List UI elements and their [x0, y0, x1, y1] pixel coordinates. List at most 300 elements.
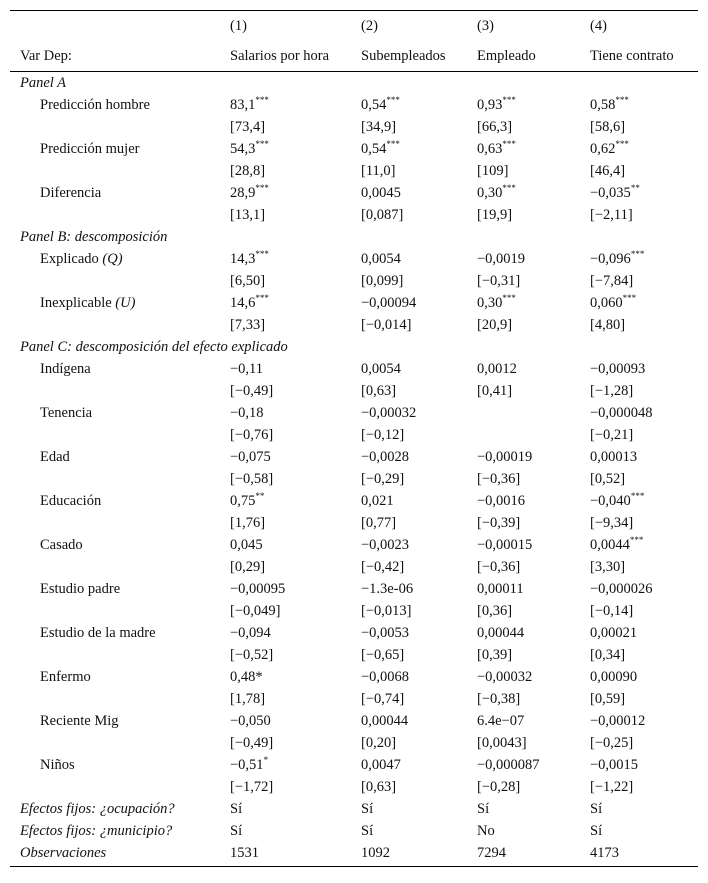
coef-cell: [590, 446, 698, 468]
coef-cell: [230, 94, 361, 116]
coef-value: −0,094: [230, 625, 271, 641]
stat-value: [11,0]: [361, 163, 396, 179]
significance-stars: ***: [255, 293, 269, 303]
stat-value: [−0,65]: [361, 647, 405, 663]
coef-value: 0,62: [590, 141, 616, 157]
coef-cell: [477, 138, 590, 160]
coef-cell: [361, 754, 477, 776]
blank-cell: [10, 600, 230, 622]
coef-row: [10, 534, 698, 556]
col-number: (4): [590, 18, 607, 34]
footer-value: Sí: [230, 801, 243, 817]
footer-value: Sí: [590, 801, 603, 817]
stat-row: [10, 644, 698, 666]
coef-cell: [590, 710, 698, 732]
blank-cell: [10, 688, 230, 710]
coef-value: 0,00021: [590, 625, 638, 641]
coef-value: −0,00019: [477, 449, 533, 465]
stat-value: [−0,52]: [230, 647, 274, 663]
coef-cell: [477, 490, 590, 512]
stat-value: [−0,25]: [590, 735, 634, 751]
stat-value: [109]: [477, 163, 509, 179]
significance-stars: *: [263, 755, 269, 765]
row-label-text: Estudio padre: [40, 581, 121, 597]
stat-value: [−2,11]: [590, 207, 633, 223]
blank-cell: [10, 314, 230, 336]
coef-value: 6.4e−07: [477, 713, 525, 729]
coef-value: −0,11: [230, 361, 264, 377]
col-number: (3): [477, 18, 494, 34]
coef-cell: [477, 534, 590, 556]
significance-stars: ***: [630, 491, 645, 501]
coef-value: 0,63: [477, 141, 503, 157]
coef-value: −0,00032: [361, 405, 417, 421]
coef-value: −0,51: [230, 757, 264, 773]
coef-cell: [590, 94, 698, 116]
stat-value: [0,099]: [361, 273, 404, 289]
blank-cell: [10, 116, 230, 138]
stat-row: [10, 424, 698, 446]
stat-value: [477, 424, 590, 446]
coef-row: [10, 94, 698, 116]
footer-value: Sí: [590, 823, 603, 839]
footer-label: Efectos fijos: ¿ocupación?: [20, 801, 175, 817]
panel-title-row: [10, 336, 698, 358]
coef-value: 0,54: [361, 97, 387, 113]
col-number: (2): [361, 18, 378, 34]
stat-value: [0,59]: [590, 691, 626, 707]
coef-value: 0,0012: [477, 361, 517, 377]
coef-value: −1.3e-06: [361, 581, 414, 597]
coef-cell: [590, 622, 698, 644]
coef-cell: [230, 754, 361, 776]
coef-value: −0,0053: [361, 625, 410, 641]
coef-cell: [477, 94, 590, 116]
row-label: [10, 622, 230, 644]
stat-value: [−1,72]: [230, 779, 274, 795]
blank-cell: [10, 270, 230, 292]
stat-value: [0,52]: [590, 471, 626, 487]
coef-value: 14,6: [230, 295, 256, 311]
stat-value: [73,4]: [230, 119, 266, 135]
significance-stars: ***: [630, 249, 645, 259]
row-label-text: Predicción mujer: [40, 141, 140, 157]
coef-value: −0,0023: [361, 537, 410, 553]
coef-cell: [361, 578, 477, 600]
coef-value: 0,30: [477, 185, 503, 201]
column-number-row: [10, 11, 698, 41]
significance-stars: ***: [502, 183, 516, 193]
coef-value: −0,075: [230, 449, 271, 465]
coef-row: [10, 754, 698, 776]
coef-cell: [361, 138, 477, 160]
coef-cell: [230, 248, 361, 270]
footer-value: 1531: [230, 845, 259, 861]
col-number: (1): [230, 18, 247, 34]
coef-cell: [230, 534, 361, 556]
coef-cell: [590, 292, 698, 314]
stat-row: [10, 314, 698, 336]
blank-cell: [10, 556, 230, 578]
coef-row: [10, 666, 698, 688]
row-label-text: Enfermo: [40, 669, 91, 685]
coef-cell: [590, 666, 698, 688]
significance-stars: ***: [386, 139, 400, 149]
blank-cell: [10, 512, 230, 534]
coef-value: −0,0015: [590, 757, 639, 773]
coef-row: [10, 446, 698, 468]
stat-value: [28,8]: [230, 163, 266, 179]
coef-cell: [477, 358, 590, 380]
stat-value: [4,80]: [590, 317, 626, 333]
stat-value: [46,4]: [590, 163, 626, 179]
row-label-text: Diferencia: [40, 185, 102, 201]
stat-row: [10, 512, 698, 534]
coef-cell: [230, 622, 361, 644]
significance-stars: **: [255, 491, 265, 501]
significance-stars: ***: [502, 139, 516, 149]
significance-stars: ***: [255, 249, 269, 259]
coef-row: [10, 182, 698, 204]
coef-cell: [477, 578, 590, 600]
coef-cell: [590, 534, 698, 556]
stat-value: [0,36]: [477, 603, 513, 619]
coef-cell: [230, 358, 361, 380]
stat-value: [−0,049]: [230, 603, 281, 619]
footer-value: Sí: [477, 801, 490, 817]
footer-value: 7294: [477, 845, 506, 861]
coef-value: 0,00090: [590, 669, 638, 685]
significance-stars: ***: [255, 183, 269, 193]
stat-value: [−0,36]: [477, 559, 521, 575]
row-label: [10, 248, 230, 270]
row-label-symbol: (Q): [102, 251, 123, 267]
coef-value: −0,096: [590, 251, 631, 267]
row-label-text: Reciente Mig: [40, 713, 119, 729]
coef-value: 0,00044: [361, 713, 409, 729]
stat-value: [−0,42]: [361, 559, 405, 575]
coef-value: 0,48*: [230, 669, 263, 685]
stat-value: [13,1]: [230, 207, 266, 223]
stat-value: [19,9]: [477, 207, 513, 223]
panel-title-row: [10, 226, 698, 248]
coef-cell: [361, 534, 477, 556]
coef-row: [10, 622, 698, 644]
stat-value: [0,41]: [477, 383, 513, 399]
coef-cell: [230, 292, 361, 314]
footer-value: Sí: [230, 823, 243, 839]
coef-cell: [361, 446, 477, 468]
coef-value: 0,00011: [477, 581, 524, 597]
coef-value: −0,00095: [230, 581, 286, 597]
stat-row: [10, 270, 698, 292]
coef-value: −0,0068: [361, 669, 410, 685]
stat-row: [10, 468, 698, 490]
significance-stars: ***: [615, 139, 629, 149]
blank-cell: [10, 160, 230, 182]
stat-row: [10, 380, 698, 402]
stat-value: [0,0043]: [477, 735, 527, 751]
coef-cell: [230, 138, 361, 160]
regression-table: [10, 11, 698, 71]
coef-value: −0,040: [590, 493, 631, 509]
coef-value: 0,060: [590, 295, 623, 311]
row-label-text: Casado: [40, 537, 83, 553]
significance-stars: ***: [255, 139, 269, 149]
stat-row: [10, 776, 698, 798]
coef-cell: [361, 358, 477, 380]
stat-value: [−7,84]: [590, 273, 634, 289]
coef-value: −0,000087: [477, 757, 540, 773]
row-label-text: Explicado: [40, 251, 103, 267]
coef-cell: [230, 490, 361, 512]
row-label: [10, 138, 230, 160]
stat-value: [−0,31]: [477, 273, 521, 289]
stat-row: [10, 160, 698, 182]
stat-value: [−9,34]: [590, 515, 634, 531]
coef-value: 0,30: [477, 295, 503, 311]
row-label-text: Estudio de la madre: [40, 625, 156, 641]
footer-label: Efectos fijos: ¿municipio?: [20, 823, 173, 839]
bottom-rule: [10, 866, 698, 867]
coef-value: −0,00015: [477, 537, 533, 553]
stat-row: [10, 732, 698, 754]
coef-cell: [361, 622, 477, 644]
stat-value: [−0,013]: [361, 603, 412, 619]
significance-stars: ***: [615, 95, 629, 105]
col-name: Subempleados: [361, 48, 446, 64]
coef-value: −0,00094: [361, 295, 417, 311]
panel-title: Panel A: [20, 75, 67, 91]
stat-value: [−0,14]: [590, 603, 634, 619]
coef-row: [10, 138, 698, 160]
regression-table-container: [10, 0, 698, 867]
coef-value: 0,0054: [361, 361, 401, 377]
stat-value: [−0,39]: [477, 515, 521, 531]
row-label-text: Niños: [40, 757, 75, 773]
coef-row: [10, 710, 698, 732]
coef-value: 0,0045: [361, 185, 401, 201]
stat-value: [0,20]: [361, 735, 397, 751]
coef-cell: [477, 182, 590, 204]
stat-value: [−0,58]: [230, 471, 274, 487]
stat-value: [7,33]: [230, 317, 266, 333]
stat-value: [1,78]: [230, 691, 266, 707]
row-label: [10, 446, 230, 468]
row-label: [10, 534, 230, 556]
stat-value: [66,3]: [477, 119, 513, 135]
coef-row: [10, 402, 698, 424]
panel-title-row: [10, 72, 698, 94]
coef-value: −0,000026: [590, 581, 653, 597]
coef-value: 0,0054: [361, 251, 401, 267]
stat-value: [0,63]: [361, 383, 397, 399]
significance-stars: ***: [386, 95, 400, 105]
coef-cell: [230, 446, 361, 468]
stat-value: [−1,22]: [590, 779, 634, 795]
coef-cell: [361, 490, 477, 512]
row-label: [10, 402, 230, 424]
coef-cell: [477, 402, 590, 424]
stat-value: [6,50]: [230, 273, 266, 289]
blank-cell: [10, 424, 230, 446]
stat-value: [0,34]: [590, 647, 626, 663]
coef-value: −0,0028: [361, 449, 410, 465]
coef-value: −0,000048: [590, 405, 653, 421]
coef-value: 0,75: [230, 493, 256, 509]
blank-cell: [10, 732, 230, 754]
coef-value: 54,3: [230, 141, 256, 157]
coef-cell: [361, 402, 477, 424]
footer-label: Observaciones: [20, 845, 107, 861]
coef-cell: [590, 754, 698, 776]
coef-row: [10, 248, 698, 270]
row-label-text: Tenencia: [40, 405, 93, 421]
coef-value: 0,00013: [590, 449, 638, 465]
row-label-text: Indígena: [40, 361, 91, 377]
stat-value: [−0,28]: [477, 779, 521, 795]
footer-value: 1092: [361, 845, 390, 861]
coef-cell: [230, 578, 361, 600]
coef-row: [10, 578, 698, 600]
stat-value: [58,6]: [590, 119, 626, 135]
coef-cell: [590, 578, 698, 600]
coef-value: 83,1: [230, 97, 256, 113]
significance-stars: **: [630, 183, 640, 193]
stat-row: [10, 116, 698, 138]
stat-row: [10, 688, 698, 710]
coef-row: [10, 292, 698, 314]
coef-value: −0,050: [230, 713, 271, 729]
row-label-symbol: (U): [115, 295, 136, 311]
footer-value: 4173: [590, 845, 619, 861]
blank-cell: [10, 644, 230, 666]
stat-value: [−0,12]: [361, 427, 405, 443]
stat-value: [3,30]: [590, 559, 626, 575]
coef-cell: [590, 138, 698, 160]
blank-cell: [10, 776, 230, 798]
significance-stars: ***: [629, 535, 644, 545]
stat-value: [−0,76]: [230, 427, 274, 443]
stat-value: [−0,74]: [361, 691, 405, 707]
coef-cell: [590, 490, 698, 512]
coef-value: −0,00032: [477, 669, 533, 685]
stat-row: [10, 556, 698, 578]
coef-value: 0,021: [361, 493, 394, 509]
stat-value: [−1,28]: [590, 383, 634, 399]
coef-value: 0,54: [361, 141, 387, 157]
footer-value: Sí: [361, 823, 374, 839]
footer-row: [10, 842, 698, 864]
row-label: [10, 182, 230, 204]
stat-value: [0,63]: [361, 779, 397, 795]
column-name-row: [10, 41, 698, 71]
stat-value: [0,39]: [477, 647, 513, 663]
row-label: [10, 358, 230, 380]
coef-value: −0,0019: [477, 251, 526, 267]
coef-cell: [477, 446, 590, 468]
var-dep-label: Var Dep:: [20, 48, 72, 64]
panel-title: Panel B: descomposición: [20, 229, 168, 245]
row-label: [10, 94, 230, 116]
coef-cell: [361, 710, 477, 732]
row-label-text: Predicción hombre: [40, 97, 150, 113]
blank-cell: [10, 468, 230, 490]
stat-value: [−0,36]: [477, 471, 521, 487]
blank-cell: [10, 204, 230, 226]
coef-cell: [361, 292, 477, 314]
panel-title: Panel C: descomposición del efecto explicado: [20, 339, 288, 355]
row-label-text: Educación: [40, 493, 102, 509]
col-name: Empleado: [477, 48, 536, 64]
coef-value: 28,9: [230, 185, 256, 201]
coef-cell: [477, 292, 590, 314]
stat-value: [−0,38]: [477, 691, 521, 707]
coef-cell: [230, 182, 361, 204]
significance-stars: ***: [502, 95, 516, 105]
coef-cell: [477, 622, 590, 644]
row-label: [10, 292, 230, 314]
coef-cell: [590, 358, 698, 380]
row-label-text: Edad: [40, 449, 70, 465]
stat-value: [0,77]: [361, 515, 397, 531]
row-label-text: Inexplicable: [40, 295, 116, 311]
stat-value: [1,76]: [230, 515, 266, 531]
stat-row: [10, 600, 698, 622]
coef-cell: [230, 402, 361, 424]
coef-cell: [477, 666, 590, 688]
coef-cell: [590, 182, 698, 204]
footer-row: [10, 820, 698, 842]
coef-value: −0,00012: [590, 713, 646, 729]
stat-value: [−0,49]: [230, 735, 274, 751]
coef-cell: [361, 182, 477, 204]
stat-value: [−0,49]: [230, 383, 274, 399]
coef-cell: [590, 402, 698, 424]
coef-cell: [230, 710, 361, 732]
coef-value: 14,3: [230, 251, 256, 267]
coef-cell: [477, 248, 590, 270]
blank-cell: [10, 380, 230, 402]
regression-table-body: [10, 72, 698, 864]
significance-stars: ***: [622, 293, 637, 303]
coef-cell: [477, 710, 590, 732]
stat-value: [0,087]: [361, 207, 404, 223]
significance-stars: ***: [502, 293, 516, 303]
coef-cell: [361, 94, 477, 116]
stat-row: [10, 204, 698, 226]
stat-value: [−0,29]: [361, 471, 405, 487]
stat-value: [0,29]: [230, 559, 266, 575]
significance-stars: ***: [255, 95, 269, 105]
coef-value: 0,0044: [590, 537, 630, 553]
row-label: [10, 578, 230, 600]
coef-row: [10, 490, 698, 512]
col-name: Salarios por hora: [230, 48, 330, 64]
row-label: [10, 754, 230, 776]
stat-value: [34,9]: [361, 119, 397, 135]
footer-value: No: [477, 823, 495, 839]
coef-value: −0,00093: [590, 361, 646, 377]
coef-value: −0,035: [590, 185, 631, 201]
row-label: [10, 490, 230, 512]
stat-value: [−0,21]: [590, 427, 634, 443]
coef-value: 0,0047: [361, 757, 401, 773]
coef-value: 0,045: [230, 537, 263, 553]
coef-value: 0,00044: [477, 625, 525, 641]
coef-value: 0,93: [477, 97, 503, 113]
stat-value: [20,9]: [477, 317, 513, 333]
